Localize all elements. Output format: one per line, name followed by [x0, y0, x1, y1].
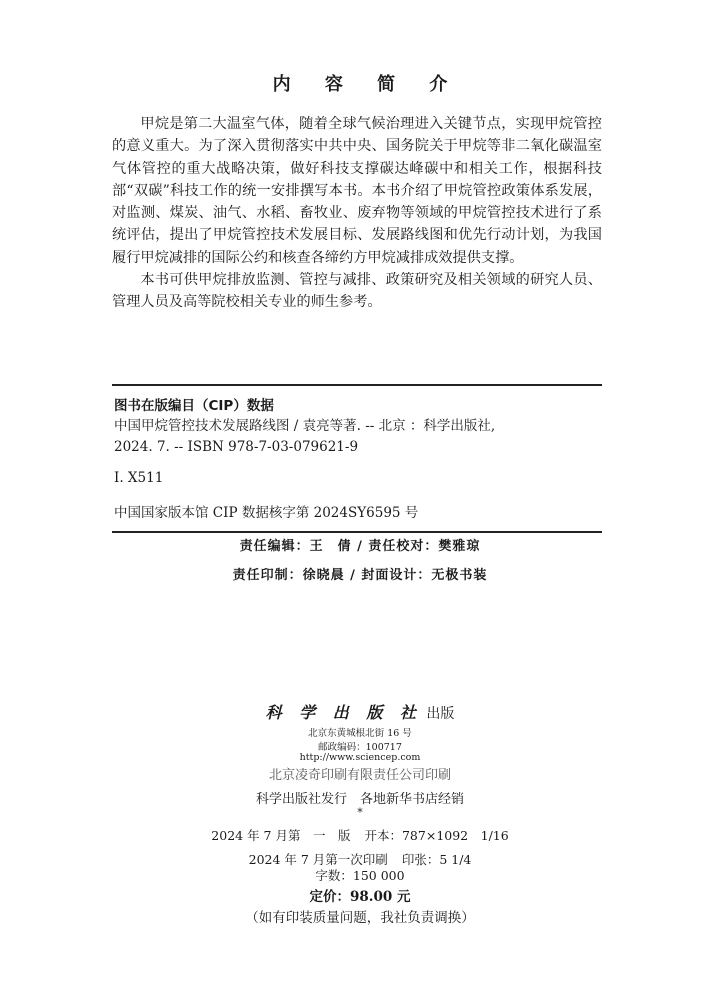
staff-printing: 责任印制：徐晓晨 / 封面设计：无极书装 — [232, 568, 488, 583]
cip-classification: Ⅰ. X511 — [114, 470, 164, 486]
publisher-logo: 科 学 出 版 社 — [265, 703, 422, 722]
cip-record-line: 中国甲烷管控技术发展路线图 / 袁亮等著. -- 北京 ：科学出版社, — [114, 418, 496, 434]
summary-paragraph: 甲烷是第二大温室气体，随着全球气候治理进入关键节点，实现甲烷管控的意义重大。为了深入贯彻落实中共中央、国务院关于甲烷等非二氧化碳温室气体管控的重大战略决策，做好科技支撑碳达峰碳中和相关工作，根据科技部“双碳”科技工作的统一安排撰写本书。本书介绍了甲烷管控政策体系发展，对监测、煤炭、油气、水稻、畜牧业、废弃物等领域的甲烷管控技术进行了系统评估，提出了甲烷管控技术发展目标、发展路线图和优先行动计划，为我国履行甲烷减排的国际公约和核查各缔约方甲烷减排成效提供支撑。 — [112, 116, 602, 266]
publisher-line — [0, 700, 720, 723]
cip-record — [114, 416, 602, 458]
summary-title: 内 容 简 介 — [272, 74, 462, 95]
cip-record-line: 2024. 7. -- ISBN 978-7-03-079621-9 — [114, 439, 359, 455]
publisher-url: http://www.sciencep.com — [299, 752, 421, 763]
cip-data-number: 中国国家版本馆 CIP 数据核字第 2024SY6595 号 — [114, 505, 419, 521]
cip-block — [112, 384, 602, 533]
word-count: 字数：150 000 — [315, 868, 405, 883]
printing-date: 2024 年 7 月第一次印刷 — [248, 852, 388, 867]
separator-star: * — [357, 806, 363, 819]
staff-editors: 责任编辑：王 倩 / 责任校对：樊雅琼 — [239, 539, 481, 554]
summary-body — [112, 113, 602, 314]
edition-line — [0, 826, 720, 844]
distribution: 科学出版社发行 各地新华书店经销 — [255, 792, 464, 807]
edition-date: 2024 年 7 月第 一 版 — [211, 828, 351, 843]
publisher-postcode: 邮政编码：100717 — [318, 742, 402, 753]
printing-sheets: 印张：5 1/4 — [401, 852, 472, 867]
summary-paragraph: 本书可供甲烷排放监测、管控与减排、政策研究及相关领域的研究人员、管理人员及高等院校相关专业的师生参考。 — [112, 272, 602, 311]
publisher-suffix: 出版 — [426, 706, 455, 722]
edition-format: 开本：787×1092 1/16 — [364, 828, 509, 843]
printer-name: 北京凌奇印刷有限责任公司印刷 — [268, 768, 451, 783]
publisher-address: 北京东黄城根北街 16 号 — [308, 728, 412, 739]
quality-note: （如有印装质量问题，我社负责调换） — [245, 910, 475, 926]
price: 定价：98.00 元 — [309, 889, 411, 905]
cip-heading: 图书在版编目（CIP）数据 — [114, 398, 274, 414]
